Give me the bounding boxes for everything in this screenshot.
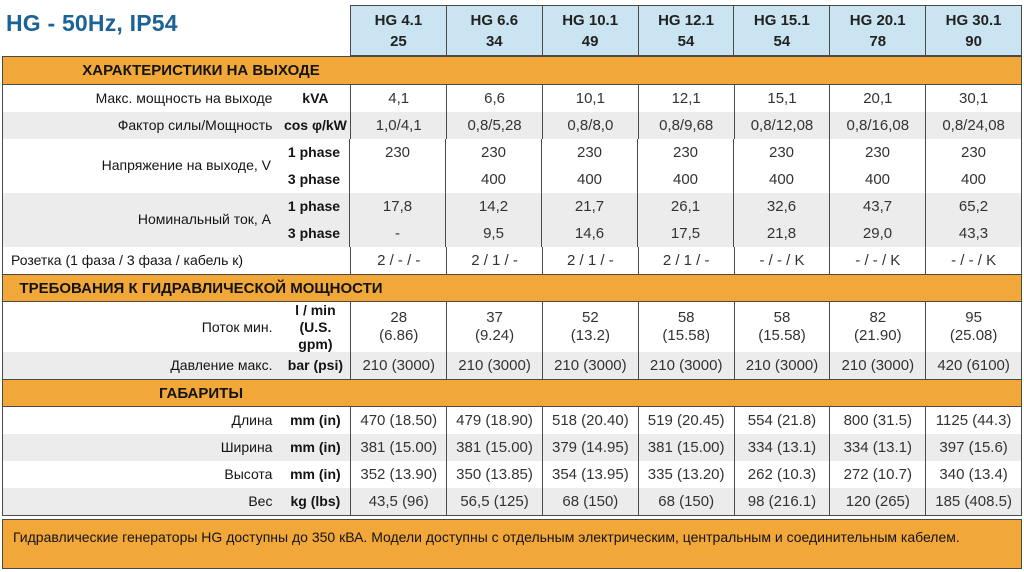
row-unit: 1 phase [287, 144, 341, 161]
cell-value: 381 (15.00) [350, 434, 446, 461]
cell-value: 479 (18.90) [446, 407, 542, 434]
row-label: Фактор силы/Мощность [117, 116, 273, 133]
cell-value: 2 / 1 / - [542, 247, 638, 274]
row-unit [280, 302, 350, 352]
row-unit: cos φ/kW [283, 117, 347, 134]
model-name: HG 20.1 [849, 11, 906, 29]
row-length [3, 407, 1021, 434]
model-rating: 34 [485, 32, 503, 50]
cell-value [542, 302, 638, 352]
row-unit: bar (psi) [287, 357, 344, 374]
cell-value: 10,1 [542, 85, 638, 112]
row-label: Высота [224, 466, 273, 483]
cell-value: 230 [637, 139, 733, 166]
cell-value: 381 (15.00) [638, 434, 734, 461]
cell-value: 1125 (44.3) [925, 407, 1021, 434]
cell-value: 400 [541, 166, 637, 193]
cell-value: 554 (21.8) [734, 407, 830, 434]
cell-value: 15,1 [734, 85, 830, 112]
cell-value: 32,6 [733, 193, 829, 220]
section-header-dimensions [3, 379, 1021, 407]
cell-value: 210 (3000) [734, 352, 830, 379]
cell-value: 420 (6100) [925, 352, 1021, 379]
row-label: Давление макс. [170, 357, 273, 374]
model-name: HG 10.1 [562, 11, 619, 29]
cell-value: 14,2 [445, 193, 541, 220]
row-unit: kVA [302, 90, 329, 107]
row-socket [3, 247, 1021, 274]
cell-value: 21,8 [733, 220, 829, 247]
cell-value: 43,5 (96) [350, 488, 446, 515]
value-us: (15.58) [662, 327, 710, 345]
cell-value [925, 302, 1021, 352]
column-header-hg-6-6 [446, 5, 542, 56]
section-header-output [3, 57, 1021, 85]
cell-value: - / - / K [734, 247, 830, 274]
cell-value: 0,8/12,08 [734, 112, 830, 139]
cell-value: 17,8 [349, 193, 445, 220]
row-label: Длина [231, 412, 273, 429]
value-us: (25.08) [949, 327, 998, 345]
cell-value: 400 [829, 166, 925, 193]
cell-value: 334 (13.1) [829, 434, 925, 461]
model-rating: 54 [773, 32, 791, 50]
cell-value: 2 / 1 / - [638, 247, 734, 274]
row-unit: kg (lbs) [290, 493, 341, 510]
model-name: HG 12.1 [658, 11, 714, 29]
cell-value: 354 (13.95) [542, 461, 638, 488]
cell-value [734, 302, 830, 352]
column-header-hg-20-1 [829, 5, 925, 56]
cell-value: 210 (3000) [638, 352, 734, 379]
value-us: (6.86) [379, 327, 419, 345]
cell-value: 230 [925, 139, 1021, 166]
cell-value [829, 302, 925, 352]
row-group-voltage [3, 139, 1021, 193]
cell-value: 210 (3000) [446, 352, 542, 379]
cell-value: 262 (10.3) [734, 461, 830, 488]
model-name: HG 15.1 [753, 11, 810, 29]
row-unit: mm (in) [290, 439, 341, 456]
cell-value: 9,5 [445, 220, 541, 247]
row-unit: 3 phase [287, 225, 341, 242]
model-name: HG 30.1 [945, 11, 1002, 29]
unit-line-1: l / min [295, 302, 336, 318]
cell-value: 352 (13.90) [350, 461, 446, 488]
cell-value: 210 (3000) [829, 352, 925, 379]
model-name: HG 4.1 [374, 11, 423, 29]
cell-value: 0,8/8,0 [542, 112, 638, 139]
model-name: HG 6.6 [470, 11, 519, 29]
cell-value: 272 (10.7) [829, 461, 925, 488]
cell-value: 17,5 [637, 220, 733, 247]
cell-value: 400 [637, 166, 733, 193]
cell-value: 230 [445, 139, 541, 166]
cell-value: 20,1 [829, 85, 925, 112]
cell-value: - / - / K [925, 247, 1021, 274]
section-header-hydraulic [3, 274, 1021, 302]
cell-value: 800 (31.5) [829, 407, 925, 434]
footer-note-text: Гидравлические генераторы HG доступны до 350 кВА. Модели доступны с отдельным электрическим, центральным и соединительным кабелем. [13, 529, 960, 545]
cell-value: 0,8/9,68 [638, 112, 734, 139]
cell-value: 185 (408.5) [925, 488, 1021, 515]
cell-value: 21,7 [541, 193, 637, 220]
value-us: (21.90) [854, 327, 902, 345]
cell-value: 68 (150) [638, 488, 734, 515]
cell-value: 350 (13.85) [446, 461, 542, 488]
cell-value: 2 / 1 / - [446, 247, 542, 274]
value-us: (9.24) [474, 327, 515, 345]
model-rating: 90 [965, 32, 982, 50]
cell-value: 381 (15.00) [446, 434, 542, 461]
cell-value: 519 (20.45) [638, 407, 734, 434]
cell-value: 29,0 [829, 220, 925, 247]
sub-row-3-phase [279, 166, 1021, 193]
column-header-hg-30-1 [925, 5, 1022, 56]
cell-value: 335 (13.20) [638, 461, 734, 488]
cell-value: 68 (150) [542, 488, 638, 515]
cell-value: 230 [733, 139, 829, 166]
model-rating: 78 [869, 32, 887, 50]
cell-value: 470 (18.50) [350, 407, 446, 434]
model-rating: 49 [581, 32, 599, 50]
row-label: Макс. мощность на выходе [95, 89, 273, 106]
cell-value: 43,3 [925, 220, 1021, 247]
cell-value: 397 (15.6) [925, 434, 1021, 461]
row-label: Вес [248, 493, 273, 510]
cell-value: - [349, 220, 445, 247]
cell-value: 400 [925, 166, 1021, 193]
sub-row-1-phase [279, 193, 1021, 220]
section-title: ТРЕБОВАНИЯ К ГИДРАВЛИЧЕСКОЙ МОЩНОСТИ [19, 279, 383, 297]
cell-value: 2 / - / - [350, 247, 446, 274]
cell-value: 4,1 [350, 85, 446, 112]
cell-value: - / - / K [829, 247, 925, 274]
value-metric: 52 [582, 309, 599, 327]
cell-value: 14,6 [541, 220, 637, 247]
cell-value: 1,0/4,1 [350, 112, 446, 139]
sub-row-3-phase [279, 220, 1021, 247]
value-metric: 58 [677, 309, 695, 327]
cell-value: 379 (14.95) [542, 434, 638, 461]
row-pressure [3, 352, 1021, 379]
row-unit: 3 phase [287, 171, 341, 188]
row-label: Розетка (1 фаза / 3 фаза / кабель к) [11, 251, 244, 268]
row-width [3, 434, 1021, 461]
footer-note [2, 519, 1022, 569]
cell-value [349, 166, 445, 193]
cell-value: 98 (216.1) [734, 488, 830, 515]
column-header-hg-10-1 [542, 5, 638, 56]
model-column-headers [350, 5, 1022, 56]
column-header-hg-4-1 [350, 5, 446, 56]
cell-value: 0,8/16,08 [829, 112, 925, 139]
value-us: (15.58) [758, 327, 806, 345]
row-label: Номинальный ток, А [137, 211, 271, 228]
section-title: ГАБАРИТЫ [158, 384, 244, 402]
cell-value: 0,8/5,28 [446, 112, 542, 139]
cell-value: 0,8/24,08 [925, 112, 1021, 139]
model-rating: 25 [390, 32, 407, 50]
row-label: Поток мин. [201, 318, 273, 335]
cell-value: 230 [541, 139, 637, 166]
cell-value: 400 [733, 166, 829, 193]
column-header-hg-15-1 [733, 5, 829, 56]
cell-value: 400 [445, 166, 541, 193]
unit-line-2: (U.S. gpm) [298, 318, 333, 352]
cell-value: 210 (3000) [542, 352, 638, 379]
row-unit: mm (in) [290, 466, 341, 483]
cell-value: 56,5 (125) [446, 488, 542, 515]
cell-value: 12,1 [638, 85, 734, 112]
cell-value: 210 (3000) [350, 352, 446, 379]
cell-value: 230 [829, 139, 925, 166]
cell-value [446, 302, 542, 352]
cell-value: 518 (20.40) [542, 407, 638, 434]
row-weight [3, 488, 1021, 515]
cell-value [350, 302, 446, 352]
column-header-hg-12-1 [638, 5, 734, 56]
cell-value [638, 302, 734, 352]
page-title: HG - 50Hz, IP54 [6, 10, 178, 36]
row-flow [3, 302, 1021, 352]
sub-row-1-phase [279, 139, 1021, 166]
row-label: Напряжение на выходе, V [101, 157, 271, 174]
row-height [3, 461, 1021, 488]
cell-value: 334 (13.1) [734, 434, 830, 461]
cell-value: 43,7 [829, 193, 925, 220]
model-rating: 54 [677, 32, 695, 50]
row-max-power [3, 85, 1021, 112]
spec-table [2, 56, 1022, 516]
row-unit: 1 phase [287, 198, 341, 215]
value-metric: 58 [773, 309, 791, 327]
cell-value: 120 (265) [829, 488, 925, 515]
cell-value: 30,1 [925, 85, 1021, 112]
value-metric: 82 [869, 309, 887, 327]
cell-value: 6,6 [446, 85, 542, 112]
value-metric: 37 [486, 309, 503, 327]
cell-value: 340 (13.4) [925, 461, 1021, 488]
cell-value: 65,2 [925, 193, 1021, 220]
row-label: Ширина [220, 439, 273, 456]
row-power-factor [3, 112, 1021, 139]
value-metric: 28 [390, 309, 408, 327]
section-title: ХАРАКТЕРИСТИКИ НА ВЫХОДЕ [82, 62, 320, 79]
cell-value: 26,1 [637, 193, 733, 220]
row-unit: mm (in) [290, 412, 341, 429]
row-group-current [3, 193, 1021, 247]
value-us: (13.2) [570, 327, 610, 345]
cell-value: 230 [349, 139, 445, 166]
value-metric: 95 [965, 309, 982, 327]
